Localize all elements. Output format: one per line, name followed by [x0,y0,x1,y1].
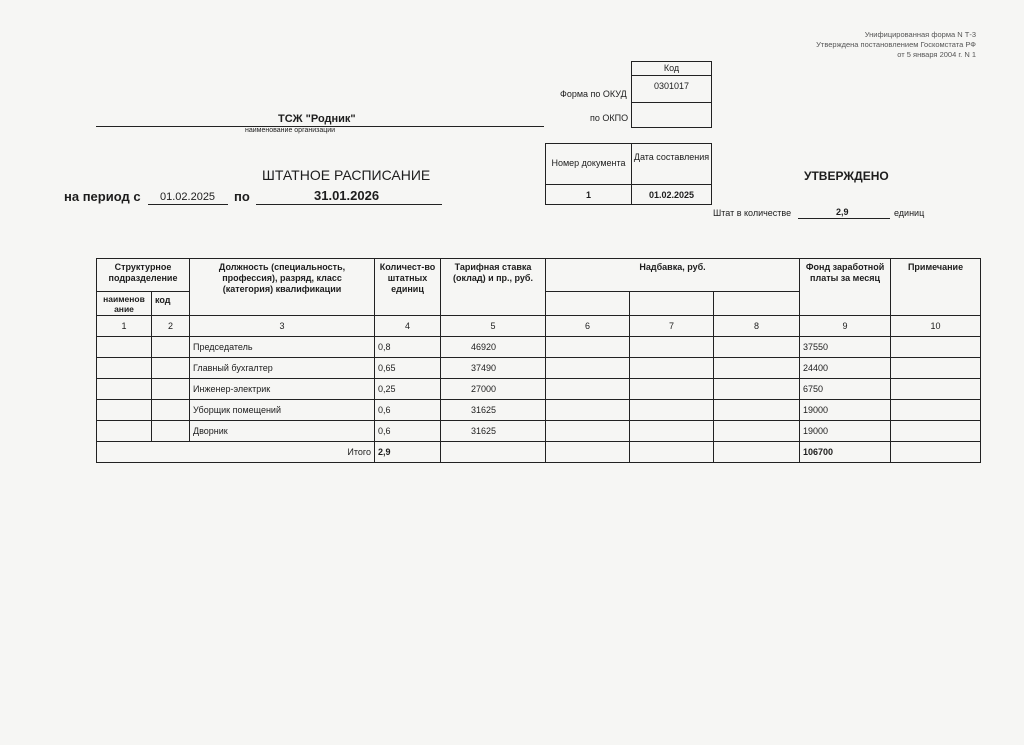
doc-date-header: Дата составления [633,152,710,162]
header-bonus-2 [630,292,714,316]
col-number: 4 [375,316,441,337]
staff-count-unit: единиц [894,208,925,218]
row-fund: 6750 [800,379,891,400]
form-note-line1: Унифицированная форма N Т-3 [864,30,976,39]
row-fund: 37550 [800,337,891,358]
staff-count-label: Штат в количестве [713,208,792,218]
header-division-name: наименов ание [97,292,152,316]
period-to-underline [256,204,442,205]
organization-name: ТСЖ "Родник" [278,113,356,125]
row-fund: 24400 [800,358,891,379]
row-position: Инженер-электрик [190,379,375,400]
col-number: 9 [800,316,891,337]
row-rate: 46920 [441,337,546,358]
col-number: 8 [714,316,800,337]
col-number: 2 [152,316,190,337]
row-rate: 31625 [441,400,546,421]
code-header-cell [631,61,712,76]
doc-date: 01.02.2025 [648,190,695,200]
period-to-label: по [234,189,250,204]
total-row [97,442,981,463]
doc-number: 1 [585,190,591,200]
doc-number-header: Номер документа [551,158,626,168]
header-note: Примечание [891,259,981,316]
period-from: 01.02.2025 [160,191,216,203]
staffing-table [96,258,981,463]
period-to: 31.01.2026 [314,188,380,203]
okpo-label: по ОКПО [590,113,629,123]
staff-count-underline [798,218,890,219]
row-count: 0,8 [375,337,441,358]
staff-count-value: 2,9 [836,207,849,217]
header-division-code: код [152,292,190,316]
okud-cell [631,75,712,103]
header-division: Структурное подразделение [97,259,190,292]
period-from-underline [148,204,228,205]
row-count: 0,6 [375,400,441,421]
code-header: Код [663,63,680,73]
organization-caption: наименование организации [245,127,336,134]
total-label: Итого [97,442,375,463]
row-count: 0,25 [375,379,441,400]
period-label: на период с [64,189,141,204]
col-number: 7 [630,316,714,337]
okud-label: Форма по ОКУД [560,89,627,99]
table-row [97,379,981,400]
column-numbers-row [97,316,981,337]
row-position: Председатель [190,337,375,358]
header-bonus-3 [714,292,800,316]
header-rate: Тарифная ставка (оклад) и пр., руб. [441,259,546,316]
form-note-line3: от 5 января 2004 г. N 1 [897,50,976,59]
table-row [97,358,981,379]
row-rate: 37490 [441,358,546,379]
row-count: 0,65 [375,358,441,379]
doc-date-cell [631,184,712,205]
row-count: 0,6 [375,421,441,442]
header-position: Должность (специальность, профессия), разряд, класс (категория) квалификации [190,259,375,316]
header-bonus: Надбавка, руб. [546,259,800,292]
okpo-cell [631,102,712,128]
approved-label: УТВЕРЖДЕНО [804,169,889,183]
doc-number-header-cell [545,143,632,185]
doc-number-cell [545,184,632,205]
table-row [97,337,981,358]
form-note-line2: Утверждена постановлением Госкомстата РФ [816,40,976,49]
header-fund: Фонд заработной платы за месяц [800,259,891,316]
row-fund: 19000 [800,421,891,442]
row-rate: 31625 [441,421,546,442]
row-rate: 27000 [441,379,546,400]
header-bonus-1 [546,292,630,316]
col-number: 3 [190,316,375,337]
row-position: Уборщик помещений [190,400,375,421]
row-position: Главный бухгалтер [190,358,375,379]
table-row [97,400,981,421]
form-note [816,30,976,60]
col-number: 10 [891,316,981,337]
row-fund: 19000 [800,400,891,421]
col-number: 6 [546,316,630,337]
col-number: 1 [97,316,152,337]
total-fund: 106700 [800,442,891,463]
header-count: Количест-во штатных единиц [375,259,441,316]
okud-value: 0301017 [653,81,690,91]
total-count: 2,9 [375,442,441,463]
page-title: ШТАТНОЕ РАСПИСАНИЕ [262,167,431,183]
col-number: 5 [441,316,546,337]
table-row [97,421,981,442]
doc-date-header-cell [631,143,712,185]
row-position: Дворник [190,421,375,442]
